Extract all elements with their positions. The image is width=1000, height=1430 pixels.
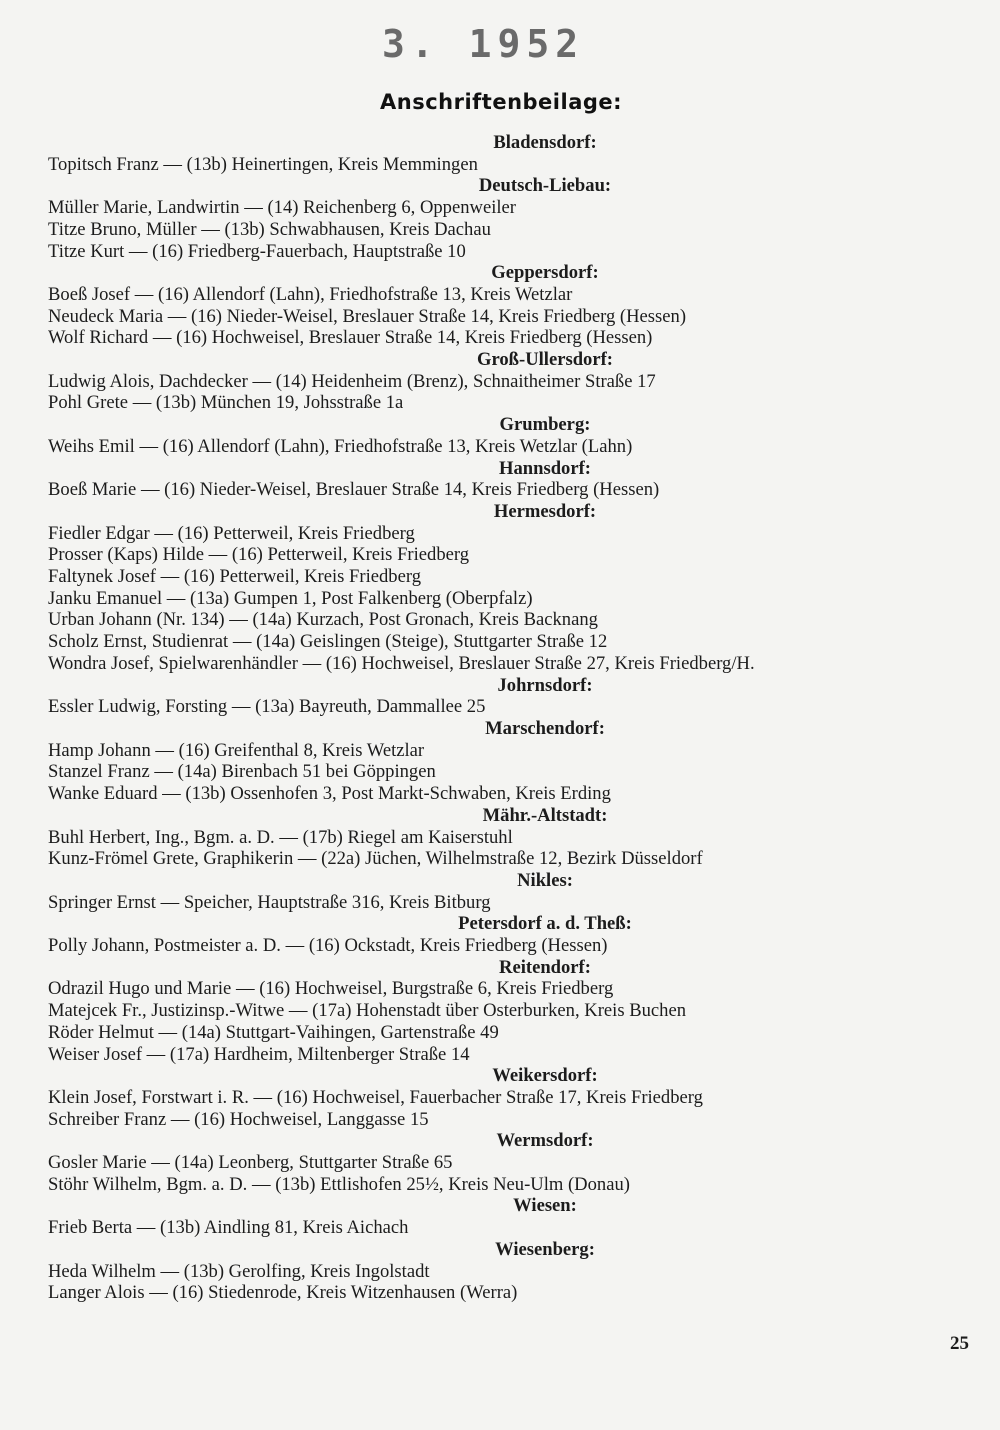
address-entry: Schreiber Franz — (16) Hochweisel, Langgasse 15 <box>48 1108 429 1130</box>
address-entry: Titze Bruno, Müller — (13b) Schwabhausen, Kreis Dachau <box>48 218 491 240</box>
place-heading: Bladensdorf: <box>493 132 597 153</box>
address-listing <box>48 132 978 1304</box>
place-heading: Reitendorf: <box>499 956 591 978</box>
address-entry: Pohl Grete — (13b) München 19, Johsstraße 1a <box>48 392 404 414</box>
page-number: 25 <box>950 1333 969 1354</box>
address-entry: Matejcek Fr., Justizinsp.-Witwe — (17a) Hohenstadt über Osterburken, Kreis Buchen <box>48 1000 686 1022</box>
address-entry: Janku Emanuel — (13a) Gumpen 1, Post Falkenberg (Oberpfalz) <box>48 587 533 609</box>
address-entry: Hamp Johann — (16) Greifenthal 8, Kreis Wetzlar <box>48 739 425 761</box>
address-entry: Fiedler Edgar — (16) Petterweil, Kreis Friedberg <box>48 522 415 544</box>
place-heading: Deutsch-Liebau: <box>478 175 612 197</box>
place-heading: Grumberg: <box>499 414 591 436</box>
place-heading: Geppersdorf: <box>491 262 599 284</box>
address-entry: Röder Helmut — (14a) Stuttgart-Vaihingen, Gartenstraße 49 <box>48 1021 499 1043</box>
place-heading: Marschendorf: <box>485 717 605 739</box>
address-entry: Stöhr Wilhelm, Bgm. a. D. — (13b) Ettlishofen 25½, Kreis Neu-Ulm (Donau) <box>48 1173 630 1195</box>
place-heading: Wermsdorf: <box>496 1130 594 1152</box>
address-entry: Müller Marie, Landwirtin — (14) Reichenberg 6, Oppenweiler <box>48 197 516 219</box>
place-heading: Wiesen: <box>513 1195 577 1217</box>
date-stamp: 3. 1952 <box>382 22 585 66</box>
address-entry: Langer Alois — (16) Stiedenrode, Kreis Witzenhausen (Werra) <box>48 1282 518 1304</box>
address-entry: Boeß Marie — (16) Nieder-Weisel, Breslauer Straße 14, Kreis Friedberg (Hessen) <box>48 479 660 501</box>
address-entry: Scholz Ernst, Studienrat — (14a) Geislingen (Steige), Stuttgarter Straße 12 <box>48 631 608 653</box>
address-entry: Boeß Josef — (16) Allendorf (Lahn), Friedhofstraße 13, Kreis Wetzlar <box>48 283 573 305</box>
address-entry: Weihs Emil — (16) Allendorf (Lahn), Friedhofstraße 13, Kreis Wetzlar (Lahn) <box>48 435 633 457</box>
place-heading: Wiesenberg: <box>495 1238 595 1260</box>
address-entry: Ludwig Alois, Dachdecker — (14) Heidenheim (Brenz), Schnaitheimer Straße 17 <box>48 370 656 392</box>
address-entry: Titze Kurt — (16) Friedberg-Fauerbach, Hauptstraße 10 <box>48 240 466 262</box>
address-entry: Wanke Eduard — (13b) Ossenhofen 3, Post Markt-Schwaben, Kreis Erding <box>48 783 611 805</box>
address-entry: Odrazil Hugo und Marie — (16) Hochweisel, Burgstraße 6, Kreis Friedberg <box>48 978 614 1000</box>
address-entry: Prosser (Kaps) Hilde — (16) Petterweil, Kreis Friedberg <box>48 544 470 566</box>
place-heading: Johrnsdorf: <box>497 674 593 696</box>
address-entry: Weiser Josef — (17a) Hardheim, Miltenberger Straße 14 <box>48 1043 470 1065</box>
address-entry: Stanzel Franz — (14a) Birenbach 51 bei Göppingen <box>48 761 436 783</box>
page-title: Anschriftenbeilage: <box>380 90 623 114</box>
address-entry: Neudeck Maria — (16) Nieder-Weisel, Breslauer Straße 14, Kreis Friedberg (Hessen) <box>48 305 687 327</box>
address-entry: Essler Ludwig, Forsting — (13a) Bayreuth, Dammallee 25 <box>48 696 486 718</box>
address-entry: Buhl Herbert, Ing., Bgm. a. D. — (17b) Riegel am Kaiserstuhl <box>48 826 513 848</box>
address-entry: Polly Johann, Postmeister a. D. — (16) Ockstadt, Kreis Friedberg (Hessen) <box>48 935 608 957</box>
address-entry: Frieb Berta — (13b) Aindling 81, Kreis Aichach <box>48 1217 409 1239</box>
address-entry: Heda Wilhelm — (13b) Gerolfing, Kreis Ingolstadt <box>48 1260 430 1282</box>
address-entry: Springer Ernst — Speicher, Hauptstraße 316, Kreis Bitburg <box>48 891 491 913</box>
place-heading: Nikles: <box>517 869 573 891</box>
place-heading: Groß-Ullersdorf: <box>477 349 613 371</box>
place-heading: Hermesdorf: <box>493 500 597 522</box>
place-heading: Mähr.-Altstadt: <box>482 804 608 826</box>
address-entry: Faltynek Josef — (16) Petterweil, Kreis Friedberg <box>48 566 422 588</box>
address-entry: Kunz-Frömel Grete, Graphikerin — (22a) Jüchen, Wilhelmstraße 12, Bezirk Düsseldorf <box>48 848 703 870</box>
address-entry: Topitsch Franz — (13b) Heinertingen, Kreis Memmingen <box>48 153 478 175</box>
address-entry: Urban Johann (Nr. 134) — (14a) Kurzach, Post Gronach, Kreis Backnang <box>48 609 598 631</box>
address-entry: Wolf Richard — (16) Hochweisel, Breslauer Straße 14, Kreis Friedberg (Hessen) <box>48 327 653 349</box>
address-entry: Klein Josef, Forstwart i. R. — (16) Hochweisel, Fauerbacher Straße 17, Kreis Friedberg <box>48 1086 703 1108</box>
place-heading: Petersdorf a. d. Theß: <box>458 913 632 935</box>
address-entry: Gosler Marie — (14a) Leonberg, Stuttgarter Straße 65 <box>48 1152 453 1174</box>
place-heading: Weikersdorf: <box>492 1065 598 1087</box>
address-entry: Wondra Josef, Spielwarenhändler — (16) Hochweisel, Breslauer Straße 27, Kreis Friedberg/H. <box>48 652 755 674</box>
place-heading: Hannsdorf: <box>499 457 591 479</box>
